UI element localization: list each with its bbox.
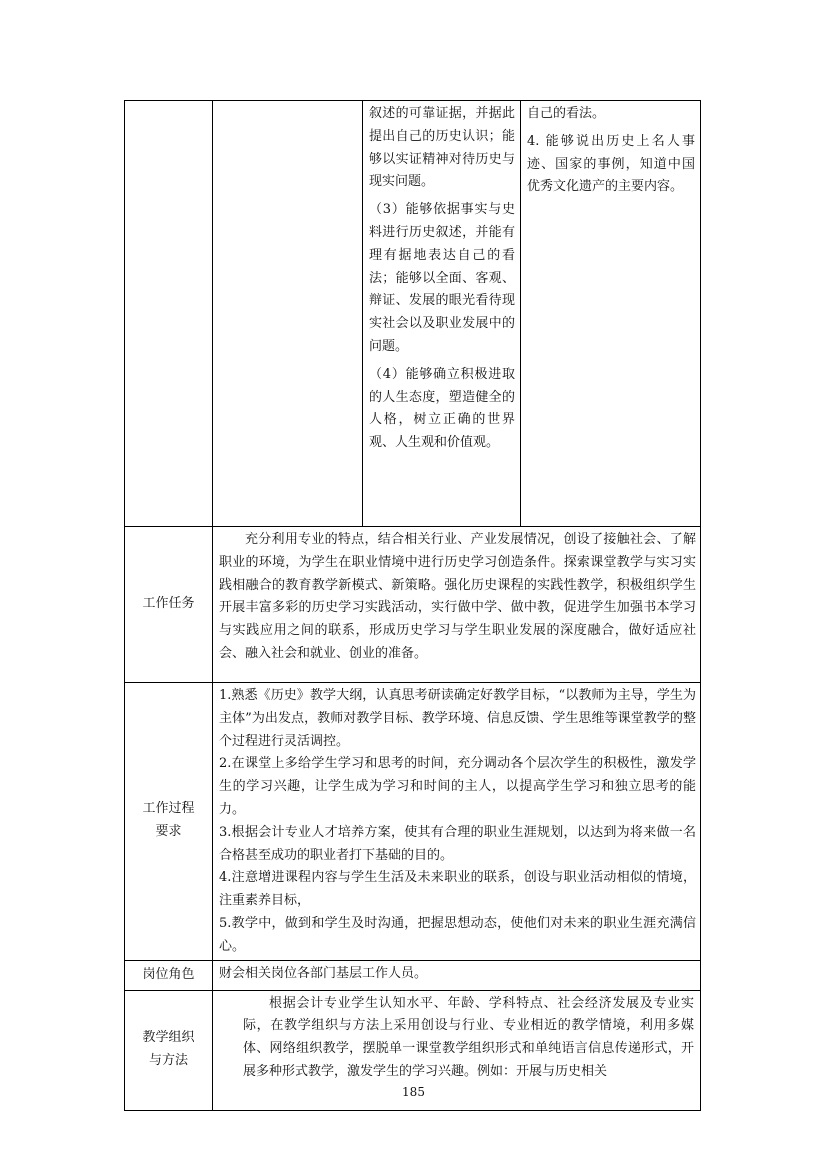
curriculum-table — [124, 100, 701, 1111]
work-task-content — [213, 527, 701, 683]
competency-paragraph: （3）能够依据事实与史料进行历史叙述，并能有理有据地表达自己的看法；能够以全面、客观、辩证、发展的眼光看待现实社会以及职业发展中的问题。 — [369, 202, 515, 354]
requirement-item: 2.在课堂上多给学生学习和思考的时间，充分调动各个层次学生的积极性，激发学生的学习兴趣，让学生成为学习和时间的主人，以提高学生学习和独立思考的能力。 — [219, 756, 696, 817]
row-label-teaching-methods: 教学组织 与方法 — [125, 990, 213, 1110]
competency-text-cell — [363, 101, 521, 527]
table-row — [125, 683, 701, 961]
page-number: 185 — [402, 1085, 425, 1099]
row-label-work-task: 工作任务 — [125, 527, 213, 683]
empty-label-cell — [125, 101, 213, 527]
job-role-paragraph: 财会相关岗位各部门基层工作人员。 — [219, 965, 428, 981]
requirement-paragraph: 4. 能够说出历史上名人事迹、国家的事例，知道中国优秀文化遗产的主要内容。 — [527, 133, 695, 195]
empty-cell — [213, 101, 363, 527]
work-task-paragraph: 充分利用专业的特点，结合相关行业、产业发展情况，创设了接触社会、了解职业的环境，为学生在职业情境中进行历史学习创造条件。探索课堂教学与实习实践相融合的教育教学新模式、新策略。强化历史课程的实践性教学，积极组织学生开展丰富多彩的历史学习实践活动，实行做中学、做中教，促进学生加强书本学习与实践应用之间的联系，形成历史学习与学生职业发展的深度融合，做好适应社会、融入社会和就业、创业的准备。 — [219, 532, 696, 661]
table-row — [125, 960, 701, 990]
requirement-item: 1.熟悉《历史》教学大纲，认真思考研读确定好教学目标，“以教师为主导，学生为主体”为出发点，教师对教学目标、教学环境、信息反馈、学生思维等课堂教学的整个过程进行灵活调控。 — [219, 688, 696, 749]
teaching-methods-paragraph: 根据会计专业学生认知水平、年龄、学科特点、社会经济发展及专业实际，在教学组织与方法上采用创设与行业、专业相近的教学情境，利用多媒体、网络组织教学，摆脱单一课堂教学组织形式和单纯语言信息传递形式，开展多种形式教学，激发学生的学习兴趣。例如：开展与历史相关 — [243, 995, 694, 1079]
requirement-item: 5.教学中，做到和学生及时沟通，把握思想动态，使他们对未来的职业生涯充满信心。 — [219, 915, 696, 954]
job-role-content — [213, 960, 701, 990]
requirement-item: 3.根据会计专业人才培养方案，使其有合理的职业生涯规划，以达到为将来做一名合格甚至成功的职业者打下基础的目的。 — [219, 824, 696, 863]
row-label-job-role: 岗位角色 — [125, 960, 213, 990]
competency-paragraph: 叙述的可靠证据，并据此提出自己的历史认识；能够以实证精神对待历史与现实问题。 — [369, 106, 515, 190]
competency-paragraph: （4）能够确立积极进取的人生态度，塑造健全的人格，树立正确的世界观、人生观和价值观。 — [369, 366, 515, 451]
row-label-process-requirements: 工作过程 要求 — [125, 683, 213, 961]
requirement-item: 4.注意增进课程内容与学生生活及未来职业的联系，创设与职业活动相似的情境，注重素养目标， — [219, 870, 696, 909]
requirement-text-cell — [521, 101, 701, 527]
requirement-paragraph: 自己的看法。 — [527, 106, 606, 121]
table-row — [125, 101, 701, 527]
process-requirements-content — [213, 683, 701, 961]
table-row — [125, 527, 701, 683]
